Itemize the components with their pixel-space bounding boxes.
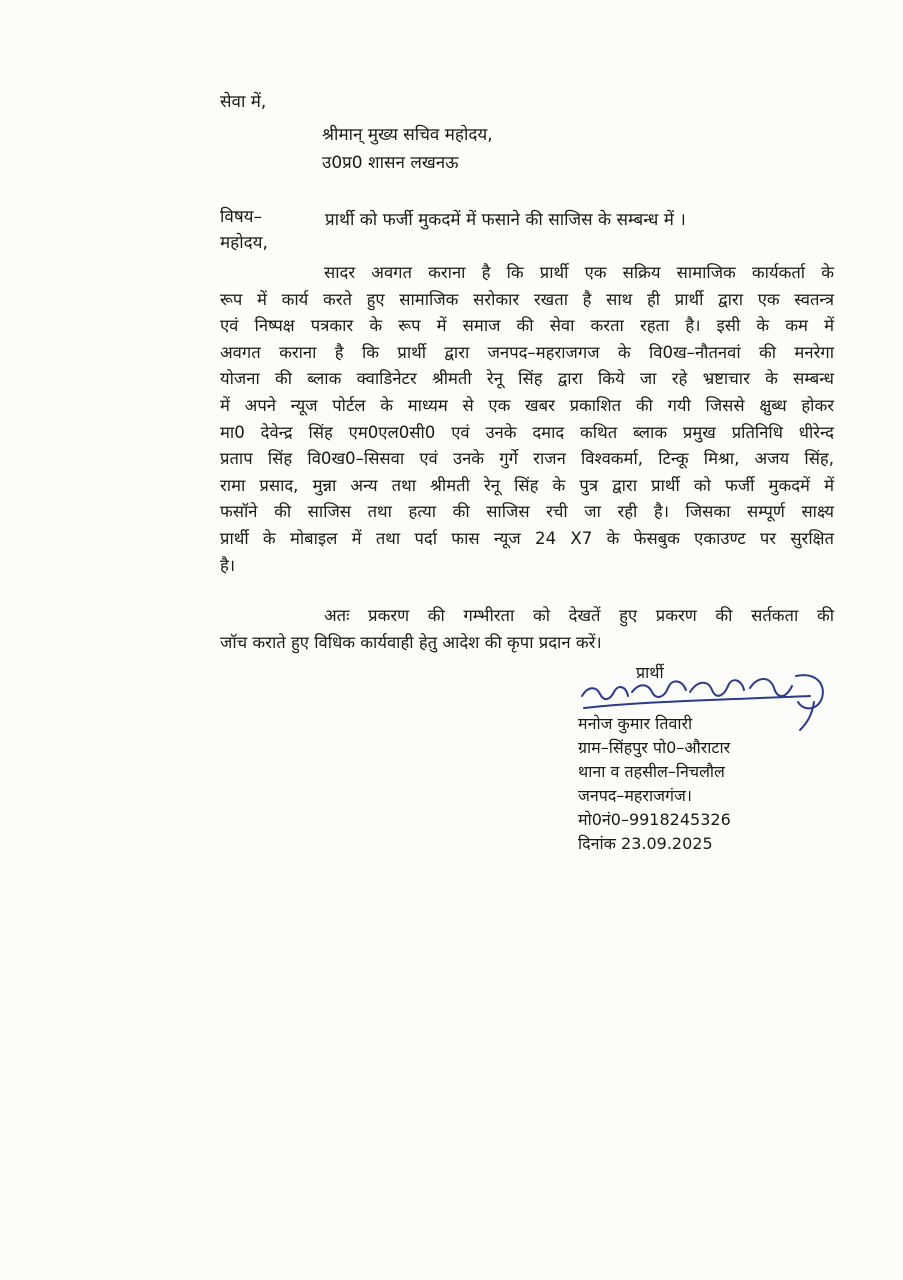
sender-address3: जनपद–महराजगंज। [578,786,692,805]
recipient-line1: श्रीमान् मुख्य सचिव महोदय, [322,125,493,145]
subject-label: विषय– [220,207,263,227]
para1-line: एवं निष्पक्ष पत्रकार के रूप में समाज की सेवा करता रहता है। इसी के कम में [220,316,834,336]
sender-name: मनोज कुमार तिवारी [578,714,693,733]
para1-line: प्रताप सिंह वि0ख0–सिसवा एवं उनके गुर्गे राजन विश्वकर्मा, टिन्कू मिश्रा, अजय सिंह, [220,449,834,469]
para1-line: अवगत कराना है कि प्रार्थी द्वारा जनपद–महराजगज के वि0ख–नौतनवां की मनरेगा [220,342,834,362]
para1-line: रूप में कार्य करते हुए सामाजिक सरोकार रखता है साथ ही प्रार्थी द्वारा एक स्वतन्त्र [220,289,834,309]
para2-line: जॉच कराते हुए विधिक कार्यवाही हेतु आदेश की कृपा प्रदान करें। [220,632,602,652]
sender-address1: ग्राम–सिंहपुर पो0–औराटार [578,738,731,757]
para1-line: योजना की ब्लाक क्वाडिनेटर श्रीमती रेनू सिंह द्वारा किये जा रहे भ्रष्टाचार के सम्बन्ध [220,369,834,389]
sender-date: दिनांक 23.09.2025 [578,834,713,853]
body-paragraph-2 [220,603,834,656]
recipient-line2: उ0प्र0 शासन लखनऊ [322,153,459,173]
para1-line: है। [220,555,236,575]
sender-label: प्रार्थी [636,663,664,682]
para1-line: मा0 देवेन्द्र सिंह एम0एल0सी0 एवं उनके दमाद कथित ब्लाक प्रमुख प्रतिनिधि धीरेन्द [220,422,834,442]
greeting: महोदय, [220,233,268,253]
body-paragraph-1 [220,260,834,579]
para1-line: फसॉने की साजिस तथा हत्या की साजिस रची जा रही है। जिसका सम्पूर्ण साक्ष्य [220,502,834,522]
sender-mobile: मो0नं0–9918245326 [578,810,731,829]
para2-line: अतः प्रकरण की गम्भीरता को देखतें हुए प्रकरण की सर्तकता की [324,606,834,625]
para1-line: सादर अवगत कराना है कि प्रार्थी एक सक्रिय सामाजिक कार्यकर्ता के [324,263,834,282]
para1-line: रामा प्रसाद, मुन्ना अन्य तथा श्रीमती रेनू सिंह के पुत्र द्वारा प्रार्थी को फर्जी मुकदमें में [220,475,834,495]
subject-text: प्रार्थी को फर्जी मुकदमें में फसाने की साजिस के सम्बन्ध में । [325,210,686,230]
para1-line: प्रार्थी के मोबाइल में तथा पर्दा फास न्यूज 24 X7 के फेसबुक एकाउण्ट पर सुरक्षित [220,528,834,548]
para1-line: में अपने न्यूज पोर्टल के माध्यम से एक खबर प्रकाशित की गयी जिससे क्षुब्ध होकर [220,395,834,415]
sender-address2: थाना व तहसील–निचलौल [578,762,725,781]
salutation-to: सेवा में, [220,92,267,112]
